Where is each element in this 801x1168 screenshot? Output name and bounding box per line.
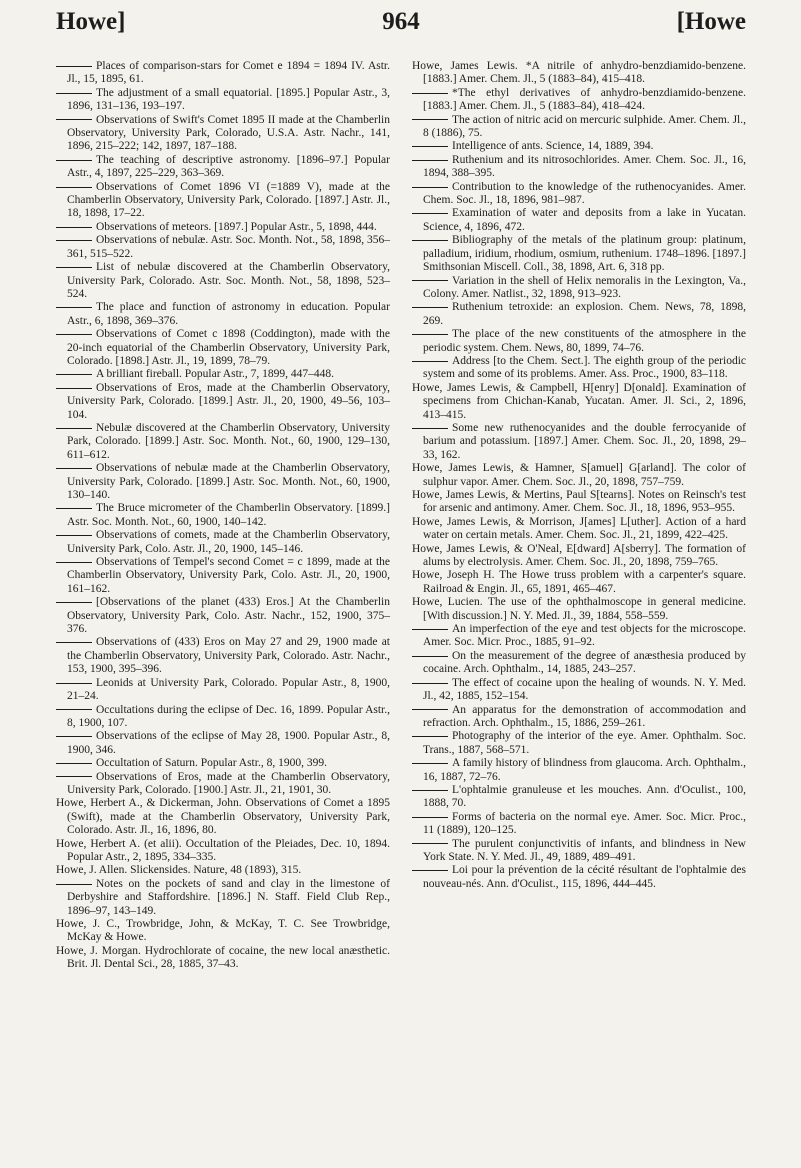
bibliography-entry: Observations of Swift's Comet 1895 II made at the Chamberlin Observatory, University Park, Colorado, U.S.A. Astr. Nachr., 141, 1896, 215–222; 142, 1897, 187–188. <box>56 114 390 154</box>
bibliography-entry: Occultation of Saturn. Popular Astr., 8, 1900, 399. <box>56 757 390 770</box>
bibliography-entry: Observations of Comet 1896 VI (=1889 V), made at the Chamberlin Observatory, University Park, Colorado. [1897.] Astr. Jl., 18, 1898, 17–22. <box>56 181 390 221</box>
bibliography-entry: Observations of Eros, made at the Chamberlin Observatory, University Park, Colorado. [1900.] Astr. Jl., 21, 1901, 30. <box>56 771 390 798</box>
bibliography-entry: L'ophtalmie granuleuse et les mouches. Ann. d'Oculist., 100, 1888, 70. <box>412 784 746 811</box>
bibliography-entry: Observations of nebulæ made at the Chamberlin Observatory, University Park, Colorado. [1899.] Astr. Soc. Month. Not., 60, 1900, 130–140. <box>56 462 390 502</box>
page-number: 964 <box>382 8 420 35</box>
bibliography-entry: Ruthenium and its nitrosochlorides. Amer. Chem. Soc. Jl., 16, 1894, 388–395. <box>412 154 746 181</box>
bibliography-entry: Variation in the shell of Helix nemoralis in the Lexington, Va., Colony. Amer. Natlist., 32, 1898, 913–923. <box>412 275 746 302</box>
bibliography-entry: Observations of nebulæ. Astr. Soc. Month. Not., 58, 1898, 356–361, 515–522. <box>56 234 390 261</box>
bibliography-entry: A family history of blindness from glaucoma. Arch. Ophthalm., 16, 1887, 72–76. <box>412 757 746 784</box>
bibliography-entry: [Observations of the planet (433) Eros.] At the Chamberlin Observatory, University Park, Colo. Astr. Nachr., 152, 1900, 375–376. <box>56 596 390 636</box>
bibliography-entry: Ruthenium tetroxide: an explosion. Chem. News, 78, 1898, 269. <box>412 301 746 328</box>
bibliography-entry: Intelligence of ants. Science, 14, 1889, 394. <box>412 140 746 153</box>
bibliography-entry: Howe, James Lewis, & Hamner, S[amuel] G[arland]. The color of sulphur vapor. Amer. Chem. Soc. Jl., 20, 1898, 757–759. <box>412 462 746 488</box>
bibliography-entry: Observations of the eclipse of May 28, 1900. Popular Astr., 8, 1900, 346. <box>56 730 390 757</box>
bibliography-entry: Photography of the interior of the eye. Amer. Ophthalm. Soc. Trans., 1887, 568–571. <box>412 730 746 757</box>
bibliography-entry: Howe, J. Morgan. Hydrochlorate of cocaine, the new local anæsthetic. Brit. Jl. Dental Sci., 28, 1885, 37–43. <box>56 944 390 971</box>
bibliography-entry: Nebulæ discovered at the Chamberlin Observatory, University Park, Colorado. [1899.] Astr. Soc. Month. Not., 60, 1900, 129–130, 611–612. <box>56 422 390 462</box>
bibliography-entry: Forms of bacteria on the normal eye. Amer. Soc. Micr. Proc., 11 (1889), 120–125. <box>412 811 746 838</box>
bibliography-entry: The place and function of astronomy in education. Popular Astr., 6, 1898, 369–376. <box>56 301 390 328</box>
bibliography-entry: Contribution to the knowledge of the ruthenocyanides. Amer. Chem. Soc. Jl., 18, 1896, 981–987. <box>412 181 746 208</box>
bibliography-entry: Howe, James Lewis. *A nitrile of anhydro-benzdiamido-benzene. [1883.] Amer. Chem. Jl., 5 (1883–84), 415–418. <box>412 60 746 86</box>
bibliography-entry: The adjustment of a small equatorial. [1895.] Popular Astr., 3, 1896, 131–136, 193–197. <box>56 87 390 114</box>
bibliography-entry: Observations of Tempel's second Comet = c 1899, made at the Chamberlin Observatory, University Park, Colo. Astr. Jl., 20, 1900, 161–162. <box>56 556 390 596</box>
header-left: Howe] <box>56 8 126 35</box>
header-right: [Howe <box>676 8 746 35</box>
bibliography-entry: Howe, Herbert A., & Dickerman, John. Observations of Comet a 1895 (Swift), made at the Chamberlin Observatory, University Park, Colorado. Astr. Jl., 16, 1896, 80. <box>56 797 390 837</box>
bibliography-entry: Notes on the pockets of sand and clay in the limestone of Derbyshire and Staffordshire. [1896.] N. Staff. Field Club Rep., 1896–97, 143–149. <box>56 878 390 918</box>
bibliography-entry: The Bruce micrometer of the Chamberlin Observatory. [1899.] Astr. Soc. Month. Not., 60, 1900, 140–142. <box>56 502 390 529</box>
bibliography-entry: The teaching of descriptive astronomy. [1896–97.] Popular Astr., 4, 1897, 225–229, 363–369. <box>56 154 390 181</box>
bibliography-entry: Leonids at University Park, Colorado. Popular Astr., 8, 1900, 21–24. <box>56 677 390 704</box>
bibliography-entry: Howe, Lucien. The use of the ophthalmoscope in general medicine. [With discussion.] N. Y. Med. Jl., 39, 1884, 558–559. <box>412 596 746 622</box>
bibliography-entry: An imperfection of the eye and test objects for the microscope. Amer. Soc. Micr. Proc., 1885, 91–92. <box>412 623 746 650</box>
bibliography-entry: Loi pour la prévention de la cécité résultant de l'ophtalmie des nouveau-nés. Ann. d'Oculist., 115, 1896, 444–445. <box>412 864 746 891</box>
bibliography-entry: The place of the new constituents of the atmosphere in the periodic system. Chem. News, 80, 1899, 74–76. <box>412 328 746 355</box>
bibliography-entry: Observations of comets, made at the Chamberlin Observatory, University Park, Colo. Astr. Jl., 20, 1900, 145–146. <box>56 529 390 556</box>
bibliography-entry: The purulent conjunctivitis of infants, and blindness in New York State. N. Y. Med. Jl., 49, 1889, 489–491. <box>412 838 746 865</box>
bibliography-entry: Howe, James Lewis, & Mertins, Paul S[tearns]. Notes on Reinsch's test for arsenic and antimony. Amer. Chem. Soc. Jl., 18, 1896, 953–955. <box>412 489 746 515</box>
bibliography-entry: List of nebulæ discovered at the Chamberlin Observatory, University Park, Colorado. Astr. Soc. Month. Not., 58, 1898, 523–524. <box>56 261 390 301</box>
bibliography-entry: Howe, J. C., Trowbridge, John, & McKay, T. C. See Trowbridge, McKay & Howe. <box>56 918 390 944</box>
bibliography-entry: The effect of cocaine upon the healing of wounds. N. Y. Med. Jl., 42, 1885, 152–154. <box>412 677 746 704</box>
bibliography-entry: Observations of (433) Eros on May 27 and 29, 1900 made at the Chamberlin Observatory, University Park, Colorado. Astr. Nachr., 153, 1900, 395–396. <box>56 636 390 676</box>
bibliography-entry: Some new ruthenocyanides and the double ferrocyanide of barium and potassium. [1897.] Amer. Chem. Soc. Jl., 20, 1898, 29–33, 162. <box>412 422 746 462</box>
left-column <box>56 60 390 972</box>
bibliography-entry: Observations of meteors. [1897.] Popular Astr., 5, 1898, 444. <box>56 221 390 234</box>
bibliography-entry: Howe, James Lewis, & O'Neal, E[dward] A[sberry]. The formation of alums by electrolysis. Amer. Chem. Soc. Jl., 20, 1898, 759–765. <box>412 542 746 569</box>
bibliography-entry: Occultations during the eclipse of Dec. 16, 1899. Popular Astr., 8, 1900, 107. <box>56 704 390 731</box>
bibliography-entry: Howe, James Lewis, & Campbell, H[enry] D[onald]. Examination of specimens from Chichan-Kanab, Yucatan. Amer. Jl. Sci., 2, 1896, 413–415. <box>412 381 746 421</box>
bibliography-entry: Observations of Eros, made at the Chamberlin Observatory, University Park, Colorado. [1899.] Astr. Jl., 20, 1900, 49–56, 103–104. <box>56 382 390 422</box>
bibliography-entry: Address [to the Chem. Sect.]. The eighth group of the periodic system and some of its problems. Amer. Ass. Proc., 1900, 83–118. <box>412 355 746 382</box>
bibliography-entry: *The ethyl derivatives of anhydro-benzdiamido-benzene. [1883.] Amer. Chem. Jl., 5 (1883–84), 418–424. <box>412 87 746 114</box>
bibliography-entry: Howe, James Lewis, & Morrison, J[ames] L[uther]. Action of a hard water on certain metals. Amer. Chem. Soc. Jl., 21, 1899, 422–425. <box>412 515 746 542</box>
bibliography-entry: On the measurement of the degree of anæsthesia produced by cocaine. Arch. Ophthalm., 14, 1885, 243–257. <box>412 650 746 677</box>
bibliography-entry: A brilliant fireball. Popular Astr., 7, 1899, 447–448. <box>56 368 390 381</box>
bibliography-entry: An apparatus for the demonstration of accommodation and refraction. Arch. Ophthalm., 15, 1886, 259–261. <box>412 704 746 731</box>
running-header <box>56 8 746 44</box>
bibliography-entry: Bibliography of the metals of the platinum group: platinum, palladium, iridium, rhodium, osmium, ruthenium. 1748–1896. [1897.] Smithsonian Miscell. Coll., 38, 1898, Art. 6, 318 pp. <box>412 234 746 274</box>
bibliography-entry: Places of comparison-stars for Comet e 1894 = 1894 IV. Astr. Jl., 15, 1895, 61. <box>56 60 390 87</box>
bibliography-entry: Howe, Joseph H. The Howe truss problem with a carpenter's square. Railroad & Engin. Jl., 65, 1891, 465–467. <box>412 569 746 595</box>
bibliography-entry: Howe, Herbert A. (et alii). Occultation of the Pleiades, Dec. 10, 1894. Popular Astr., 2, 1895, 334–335. <box>56 837 390 863</box>
bibliography-entry: Howe, J. Allen. Slickensides. Nature, 48 (1893), 315. <box>56 864 302 877</box>
right-column <box>412 60 746 891</box>
bibliography-entry: Examination of water and deposits from a lake in Yucatan. Science, 4, 1896, 472. <box>412 207 746 234</box>
bibliography-entry: Observations of Comet c 1898 (Coddington), made with the 20-inch equatorial of the Chamberlin Observatory, University Park, Colorado. [1898.] Astr. Jl., 19, 1899, 78–79. <box>56 328 390 368</box>
bibliography-entry: The action of nitric acid on mercuric sulphide. Amer. Chem. Jl., 8 (1886), 75. <box>412 114 746 141</box>
